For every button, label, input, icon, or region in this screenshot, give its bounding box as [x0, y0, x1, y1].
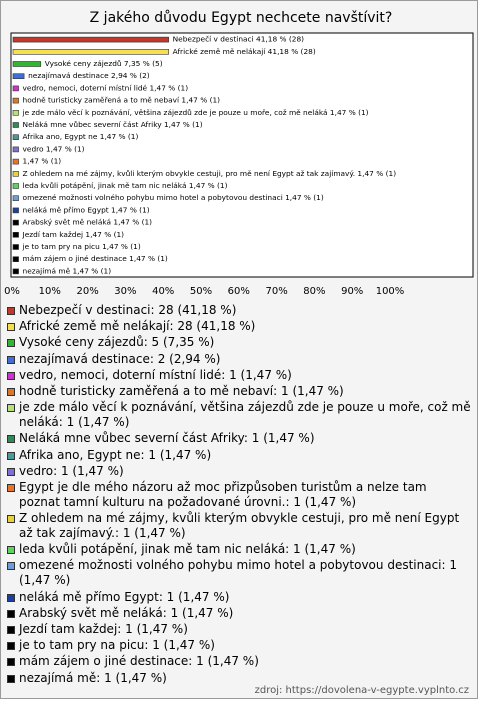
- bar-chart: [1, 1, 478, 301]
- legend-swatch: [7, 404, 15, 412]
- x-tick-label-1: 10%: [38, 286, 61, 297]
- legend-swatch: [7, 675, 15, 683]
- legend-label: je to tam pry na picu: 1 (1,47 %): [19, 638, 215, 653]
- legend-swatch: [7, 610, 15, 618]
- bar-label-18: mám zájem o jiné destinace 1,47 % (1): [22, 254, 168, 264]
- legend-swatch: [7, 546, 15, 554]
- legend-swatch: [7, 372, 15, 380]
- bar-label-5: hodně turisticky zaměřená a to mě nebaví 1,47 % (1): [22, 95, 221, 105]
- legend-label: hodně turisticky zaměřená a to mě nebaví: 1 (1,47 %): [19, 383, 344, 398]
- x-tick-label-8: 80%: [303, 286, 326, 297]
- legend-swatch: [7, 452, 15, 460]
- legend-swatch: [7, 388, 15, 396]
- legend-label: Neláká mne vůbec severní část Afriky: 1 (1,47 %): [19, 431, 315, 446]
- legend-swatch: [7, 356, 15, 364]
- legend-label: Nebezpečí v destinaci: 28 (41,18 %): [19, 303, 237, 317]
- legend-item: [7, 606, 471, 621]
- legend-swatch: [7, 339, 15, 347]
- bar-9: [13, 147, 19, 152]
- bar-label-2: Vysoké ceny zájezdů 7,35 % (5): [44, 59, 163, 68]
- bar-1: [13, 49, 169, 54]
- legend-item: [7, 352, 471, 367]
- legend-item: [7, 400, 471, 430]
- bar-label-9: vedro 1,47 % (1): [22, 144, 85, 154]
- legend-swatch: [7, 484, 15, 492]
- bar-label-16: Jezdí tam každej 1,47 % (1): [22, 229, 125, 239]
- chart-title: Z jakého důvodu Egypt nechcete navštívit?: [89, 10, 393, 26]
- bar-label-1: Africké země mě nelákají 41,18 % (28): [172, 46, 316, 56]
- legend-label: mám zájem o jiné destinace: 1 (1,47 %): [19, 654, 259, 669]
- bar-12: [13, 184, 19, 189]
- bar-label-17: je to tam pry na picu 1,47 % (1): [22, 242, 141, 251]
- chart-legend: [7, 303, 471, 687]
- bar-13: [13, 196, 19, 201]
- x-tick-label-10: 100%: [375, 286, 405, 297]
- legend-label: Africké země mě nelákají: 28 (41,18 %): [19, 319, 256, 334]
- bar-14: [13, 208, 19, 213]
- bar-10: [13, 159, 19, 164]
- legend-label: Afrika ano, Egypt ne: 1 (1,47 %): [19, 447, 212, 462]
- legend-label: vedro: 1 (1,47 %): [19, 463, 124, 478]
- bar-label-7: Neláká mne vůbec severní část Afriky 1,47 % (1): [22, 120, 203, 129]
- bar-7: [13, 123, 19, 128]
- legend-item: [7, 542, 471, 557]
- bar-label-14: neláká mě přímo Egypt 1,47 % (1): [22, 205, 150, 215]
- bar-18: [13, 257, 19, 262]
- legend-item: [7, 511, 471, 541]
- legend-label: Arabský svět mě neláká: 1 (1,47 %): [19, 605, 234, 620]
- legend-item: [7, 448, 471, 463]
- bar-16: [13, 232, 19, 237]
- legend-item: [7, 590, 471, 605]
- x-tick-label-5: 50%: [189, 286, 213, 297]
- legend-swatch: [7, 515, 15, 523]
- bar-15: [13, 220, 19, 225]
- legend-swatch: [7, 307, 15, 315]
- bar-11: [13, 171, 19, 176]
- bar-4: [13, 86, 19, 91]
- legend-label: Vysoké ceny zájezdů: 5 (7,35 %): [19, 335, 215, 350]
- bar-17: [13, 245, 19, 250]
- legend-item: [7, 464, 471, 479]
- x-tick-label-6: 60%: [227, 286, 250, 297]
- source-text: zdroj: https://dovolena-v-egypte.vyplnto.cz: [254, 685, 469, 696]
- legend-item: [7, 319, 471, 334]
- bar-5: [13, 98, 19, 103]
- bar-8: [13, 135, 19, 140]
- legend-item: [7, 335, 471, 350]
- x-tick-label-3: 30%: [114, 286, 137, 297]
- legend-swatch: [7, 323, 15, 331]
- legend-label: vedro, nemoci, doterní místní lidé: 1 (1,47 %): [19, 367, 292, 382]
- legend-swatch: [7, 435, 15, 443]
- legend-item: [7, 384, 471, 399]
- legend-item: [7, 368, 471, 383]
- bar-label-15: Arabský svět mě neláká 1,47 % (1): [22, 217, 153, 227]
- bar-label-19: nezajímá mě 1,47 % (1): [22, 266, 112, 276]
- legend-item: [7, 431, 471, 446]
- legend-item: [7, 558, 471, 588]
- legend-item: [7, 638, 471, 653]
- legend-label: leda kvůli potápění, jinak mě tam nic neláká: 1 (1,47 %): [19, 542, 356, 557]
- legend-label: Egypt je dle mého názoru až moc přizpůsoben turistům a nelze tam poznat tamní kulturu na požadované úrovni.: 1 (1,47 %): [19, 479, 427, 509]
- legend-label: nezajímá mě: 1 (1,47 %): [19, 670, 167, 685]
- bar-6: [13, 110, 19, 115]
- bar-label-8: Afrika ano, Egypt ne 1,47 % (1): [22, 132, 139, 142]
- legend-item: [7, 671, 471, 686]
- bar-label-10: 1,47 % (1): [22, 156, 62, 166]
- bar-label-6: je zde málo věcí k poznávání, většina zájezdů zde je pouze u moře, což mě neláká 1,47 % (1): [22, 107, 369, 117]
- bar-2: [13, 62, 41, 67]
- bar-label-4: vedro, nemoci, doterní místní lidé 1,47 % (1): [22, 83, 189, 93]
- plot-area: [11, 33, 473, 277]
- bar-label-11: Z ohledem na mé zájmy, kvůli kterým obvykle cestuji, pro mě není Egypt až tak zajímavý. 1,47 % (1): [22, 168, 397, 178]
- x-tick-label-2: 20%: [76, 286, 99, 297]
- bar-label-13: omezené možnosti volného pohybu mimo hotel a pobytovou destinaci 1,47 % (1): [22, 193, 324, 203]
- bar-label-3: nezajímavá destinace 2,94 % (2): [28, 71, 150, 81]
- legend-item: [7, 303, 471, 318]
- x-tick-label-9: 90%: [341, 286, 364, 297]
- legend-item: [7, 654, 471, 669]
- x-tick-label-0: 0%: [4, 286, 20, 297]
- bar-label-0: Nebezpečí v destinaci 41,18 % (28): [172, 34, 305, 44]
- legend-swatch: [7, 594, 15, 602]
- legend-item: [7, 480, 471, 510]
- legend-label: omezené možnosti volného pohybu mimo hotel a pobytovou destinaci: 1 (1,47 %): [19, 558, 457, 588]
- legend-label: nezajímavá destinace: 2 (2,94 %): [19, 351, 221, 366]
- legend-swatch: [7, 468, 15, 476]
- bar-0: [13, 37, 169, 42]
- legend-swatch: [7, 626, 15, 634]
- legend-swatch: [7, 642, 15, 650]
- legend-label: Jezdí tam každej: 1 (1,47 %): [19, 622, 188, 636]
- legend-label: je zde málo věcí k poznávání, většina zájezdů zde je pouze u moře, což mě neláká: 1 (1,47 %): [19, 400, 471, 430]
- bar-label-12: leda kvůli potápění, jinak mě tam nic neláká 1,47 % (1): [22, 181, 228, 190]
- legend-label: neláká mě přímo Egypt: 1 (1,47 %): [19, 589, 230, 604]
- legend-label: Z ohledem na mé zájmy, kvůli kterým obvykle cestuji, pro mě není Egypt až tak zajímavý.: 1 (1,47 %): [19, 511, 460, 541]
- legend-swatch: [7, 658, 15, 666]
- x-tick-label-4: 40%: [152, 286, 175, 297]
- x-tick-label-7: 70%: [265, 286, 288, 297]
- legend-swatch: [7, 562, 15, 570]
- bar-19: [13, 269, 19, 274]
- bar-3: [13, 74, 24, 79]
- legend-item: [7, 622, 471, 637]
